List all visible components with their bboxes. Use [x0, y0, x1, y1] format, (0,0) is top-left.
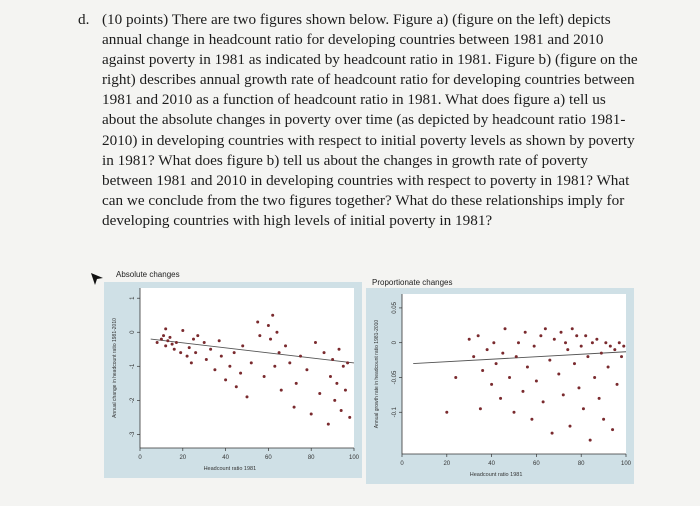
data-point: [481, 369, 484, 372]
data-point: [186, 355, 189, 358]
x-tick-label: 80: [577, 461, 585, 467]
data-point: [173, 348, 176, 351]
data-point: [553, 338, 556, 341]
plot-area: [140, 288, 354, 448]
data-point: [490, 383, 493, 386]
x-tick-label: 40: [488, 461, 495, 467]
data-point: [472, 355, 475, 358]
data-point: [192, 338, 195, 341]
y-axis-label: Annual change in headcount ratio 1981-2010: [112, 318, 118, 418]
data-point: [508, 376, 511, 379]
data-point: [544, 327, 547, 330]
data-point: [613, 348, 616, 351]
data-point: [224, 378, 227, 381]
x-tick-label: 80: [307, 455, 315, 461]
data-point: [495, 362, 498, 365]
data-point: [573, 362, 576, 365]
data-point: [318, 392, 321, 395]
data-point: [575, 334, 578, 337]
data-point: [179, 351, 182, 354]
data-point: [479, 407, 482, 410]
question-text: (10 points) There are two figures shown below. Figure a) (figure on the left) depicts annual change in headcount ratio for developing countries between 1981 and 2010 against poverty in 1981 as indicated by headcount ratio in 1981. Figure b) (figure on the right) describes annual growth rate of headcount ratio for developing countries between 1981 and 2010 as a function of headcount ratio in 1981. What does figure a) tell us about the absolute changes in poverty over time (as depicted by headcount ratio 1981-2010) in developing countries with respect to initial poverty levels as shown by poverty in 1981? What does figure b) tell us about the changes in growth rate of poverty between 1981 and 2010 in developing countries with respect to poverty in 1981? What can we conclude from the two figures together? What do these relationships imply for developing countries with high levels of initial poverty in 1981?: [102, 11, 638, 229]
y-tick-label: -0.1: [392, 407, 398, 418]
data-point: [209, 348, 212, 351]
data-point: [333, 399, 336, 402]
data-point: [156, 341, 159, 344]
data-point: [166, 339, 169, 342]
x-tick-label: 20: [443, 461, 451, 467]
data-point: [618, 341, 621, 344]
data-point: [539, 334, 542, 337]
data-point: [271, 314, 274, 317]
data-point: [171, 343, 174, 346]
data-point: [194, 351, 197, 354]
data-point: [190, 361, 193, 364]
data-point: [477, 334, 480, 337]
y-axis-label: Annual growth rate in headcount ratio 1981-2010: [374, 319, 380, 429]
data-point: [263, 375, 266, 378]
data-point: [295, 382, 298, 385]
y-tick-label: 1: [130, 296, 136, 300]
data-point: [584, 334, 587, 337]
data-point: [267, 324, 270, 327]
data-point: [284, 344, 287, 347]
data-point: [273, 365, 276, 368]
y-tick-label: -0.05: [392, 370, 398, 385]
data-point: [160, 338, 163, 341]
data-point: [335, 382, 338, 385]
data-point: [566, 348, 569, 351]
data-point: [560, 331, 563, 334]
data-point: [445, 411, 448, 414]
data-point: [256, 321, 259, 324]
data-point: [331, 358, 334, 361]
figure-b-title: Proportionate changes: [372, 278, 453, 287]
x-tick-label: 60: [265, 455, 272, 461]
data-point: [622, 345, 625, 348]
data-point: [609, 345, 612, 348]
data-point: [269, 338, 272, 341]
data-point: [299, 355, 302, 358]
data-point: [168, 336, 171, 339]
data-point: [241, 344, 244, 347]
data-point: [611, 428, 614, 431]
data-point: [586, 355, 589, 358]
data-point: [203, 341, 206, 344]
data-point: [305, 368, 308, 371]
data-point: [530, 418, 533, 421]
data-point: [593, 376, 596, 379]
data-point: [235, 385, 238, 388]
data-point: [213, 368, 216, 371]
mouse-pointer-icon: [90, 272, 104, 286]
data-point: [327, 423, 330, 426]
data-point: [569, 425, 572, 428]
data-point: [454, 376, 457, 379]
data-point: [205, 358, 208, 361]
data-point: [310, 412, 313, 415]
data-point: [582, 407, 585, 410]
data-point: [329, 375, 332, 378]
data-point: [602, 418, 605, 421]
x-tick-label: 60: [533, 461, 540, 467]
data-point: [600, 352, 603, 355]
data-point: [589, 439, 592, 442]
data-point: [196, 334, 199, 337]
data-point: [513, 411, 516, 414]
data-point: [557, 373, 560, 376]
data-point: [564, 341, 567, 344]
y-tick-label: -1: [130, 363, 136, 369]
data-point: [278, 351, 281, 354]
data-point: [288, 361, 291, 364]
y-tick-label: -3: [130, 431, 136, 438]
data-point: [164, 327, 167, 330]
data-point: [598, 397, 601, 400]
plot-area: [402, 294, 626, 454]
data-point: [468, 338, 471, 341]
data-point: [188, 346, 191, 349]
data-point: [164, 344, 167, 347]
data-point: [533, 345, 536, 348]
x-tick-label: 100: [348, 455, 360, 461]
data-point: [293, 406, 296, 409]
data-point: [535, 379, 538, 382]
figure-b-chart: [366, 288, 634, 484]
y-tick-label: 0: [130, 330, 136, 334]
x-tick-label: 20: [179, 455, 187, 461]
x-axis-label: Headcount ratio 1981: [203, 466, 257, 472]
x-tick-label: 40: [222, 455, 229, 461]
data-point: [275, 331, 278, 334]
data-point: [492, 341, 495, 344]
x-tick-label: 0: [138, 455, 142, 461]
data-point: [548, 359, 551, 362]
data-point: [571, 327, 574, 330]
data-point: [515, 355, 518, 358]
data-point: [162, 334, 165, 337]
data-point: [562, 393, 565, 396]
data-point: [486, 348, 489, 351]
data-point: [344, 389, 347, 392]
x-tick-label: 100: [620, 461, 632, 467]
data-point: [338, 348, 341, 351]
data-point: [499, 397, 502, 400]
data-point: [258, 334, 261, 337]
data-point: [340, 409, 343, 412]
data-point: [521, 390, 524, 393]
data-point: [239, 372, 242, 375]
data-point: [280, 389, 283, 392]
data-point: [551, 432, 554, 435]
figure-a-chart: [104, 282, 362, 478]
data-point: [604, 341, 607, 344]
data-point: [517, 341, 520, 344]
data-point: [246, 395, 249, 398]
data-point: [526, 366, 529, 369]
data-point: [220, 355, 223, 358]
data-point: [218, 339, 221, 342]
y-tick-label: 0.05: [392, 302, 398, 314]
data-point: [577, 386, 580, 389]
y-tick-label: -2: [130, 397, 136, 404]
data-point: [595, 338, 598, 341]
data-point: [504, 327, 507, 330]
data-point: [542, 400, 545, 403]
data-point: [175, 341, 178, 344]
data-point: [524, 331, 527, 334]
data-point: [181, 329, 184, 332]
data-point: [607, 366, 610, 369]
data-point: [501, 352, 504, 355]
data-point: [620, 355, 623, 358]
question-block: [78, 10, 638, 231]
data-point: [346, 361, 349, 364]
data-point: [314, 341, 317, 344]
data-point: [580, 345, 583, 348]
question-number: d.: [78, 11, 90, 28]
data-point: [228, 365, 231, 368]
data-point: [591, 341, 594, 344]
x-axis-label: Headcount ratio 1981: [469, 472, 523, 478]
data-point: [233, 351, 236, 354]
x-tick-label: 0: [400, 461, 404, 467]
y-tick-label: 0: [392, 341, 398, 345]
data-point: [616, 383, 619, 386]
data-point: [250, 361, 253, 364]
figure-a-title: Absolute changes: [116, 270, 180, 279]
data-point: [323, 351, 326, 354]
data-point: [342, 365, 345, 368]
data-point: [348, 416, 351, 419]
